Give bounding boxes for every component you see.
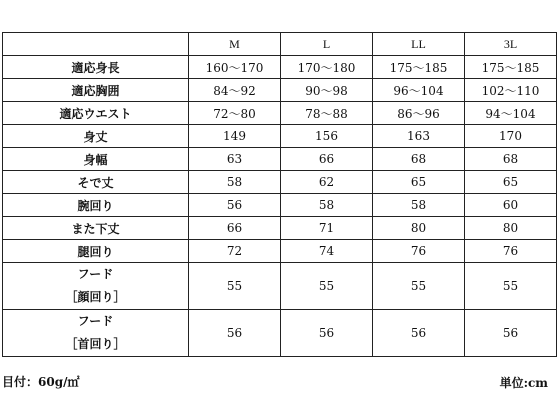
table-cell: 160～170 xyxy=(189,56,281,79)
table-cell: 90～98 xyxy=(281,79,373,102)
table-cell: 58 xyxy=(281,194,373,217)
row-label-thigh-circumference: 腿回り xyxy=(3,240,189,263)
fabric-weight-note: 目付：60g/㎡ xyxy=(2,375,80,389)
table-cell: 56 xyxy=(465,310,557,357)
table-row xyxy=(3,240,557,263)
table-cell: 102～110 xyxy=(465,79,557,102)
table-cell: 66 xyxy=(189,217,281,240)
table-cell: 58 xyxy=(373,194,465,217)
table-cell: 170～180 xyxy=(281,56,373,79)
table-cell: 55 xyxy=(189,263,281,310)
row-label-hood-neck xyxy=(3,310,189,357)
row-label-line-sub: ［顔回り］ xyxy=(65,290,126,304)
table-cell: 74 xyxy=(281,240,373,263)
table-cell: 56 xyxy=(189,310,281,357)
table-cell: 65 xyxy=(465,171,557,194)
table-row xyxy=(3,56,557,79)
row-label-waist: 適応ウエスト xyxy=(3,102,189,125)
table-cell: 175～185 xyxy=(465,56,557,79)
table-row xyxy=(3,194,557,217)
table-row xyxy=(3,263,557,310)
table-cell: 80 xyxy=(465,217,557,240)
table-cell: 76 xyxy=(465,240,557,263)
table-cell: 63 xyxy=(189,148,281,171)
table-cell: 58 xyxy=(189,171,281,194)
table-cell: 55 xyxy=(281,263,373,310)
table-cell: 86～96 xyxy=(373,102,465,125)
row-label-sleeve-length: そで丈 xyxy=(3,171,189,194)
unit-note: 単位:cm xyxy=(499,376,548,390)
column-header-ll: LL xyxy=(373,33,465,56)
table-cell: 56 xyxy=(281,310,373,357)
row-label-body-length: 身丈 xyxy=(3,125,189,148)
table-cell: 66 xyxy=(281,148,373,171)
table-cell: 96～104 xyxy=(373,79,465,102)
table-row xyxy=(3,310,557,357)
row-label-line-sub: ［首回り］ xyxy=(65,337,126,351)
table-cell: 56 xyxy=(189,194,281,217)
table-cell: 68 xyxy=(373,148,465,171)
table-cell: 72 xyxy=(189,240,281,263)
table-row xyxy=(3,171,557,194)
table-cell: 71 xyxy=(281,217,373,240)
table-cell: 68 xyxy=(465,148,557,171)
table-cell: 170 xyxy=(465,125,557,148)
table-cell: 72～80 xyxy=(189,102,281,125)
column-header-m: M xyxy=(189,33,281,56)
table-row xyxy=(3,148,557,171)
row-label-height: 適応身長 xyxy=(3,56,189,79)
table-cell: 65 xyxy=(373,171,465,194)
table-row xyxy=(3,102,557,125)
table-cell: 55 xyxy=(373,263,465,310)
table-cell: 156 xyxy=(281,125,373,148)
row-label-body-width: 身幅 xyxy=(3,148,189,171)
table-cell: 56 xyxy=(373,310,465,357)
table-cell: 84～92 xyxy=(189,79,281,102)
table-cell: 60 xyxy=(465,194,557,217)
table-cell: 78～88 xyxy=(281,102,373,125)
row-label-line: フード xyxy=(77,267,114,281)
table-cell: 175～185 xyxy=(373,56,465,79)
table-cell: 62 xyxy=(281,171,373,194)
column-header-l: L xyxy=(281,33,373,56)
table-cell: 94～104 xyxy=(465,102,557,125)
row-label-hood-face xyxy=(3,263,189,310)
table-cell: 149 xyxy=(189,125,281,148)
table-header-row xyxy=(3,33,557,56)
row-label-inseam: また下丈 xyxy=(3,217,189,240)
row-label-arm-circumference: 腕回り xyxy=(3,194,189,217)
table-cell: 55 xyxy=(465,263,557,310)
size-chart-table xyxy=(2,32,557,357)
row-label-chest: 適応胸囲 xyxy=(3,79,189,102)
corner-cell xyxy=(3,33,189,56)
table-cell: 80 xyxy=(373,217,465,240)
table-cell: 163 xyxy=(373,125,465,148)
column-header-3l: 3L xyxy=(465,33,557,56)
table-row xyxy=(3,125,557,148)
table-row xyxy=(3,217,557,240)
row-label-line: フード xyxy=(77,314,114,328)
table-cell: 76 xyxy=(373,240,465,263)
table-row xyxy=(3,79,557,102)
